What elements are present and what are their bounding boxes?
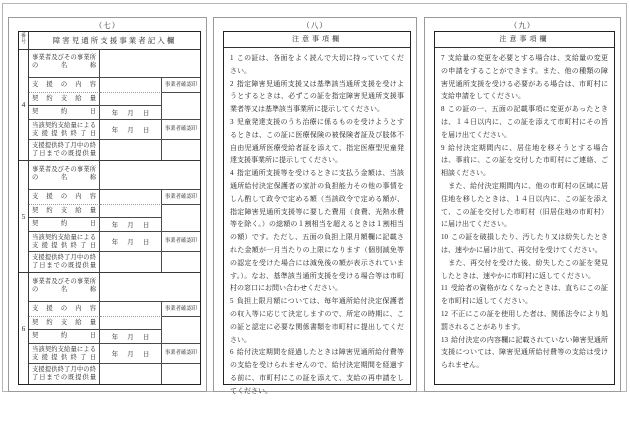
page-seven bbox=[8, 17, 207, 392]
year-unit: 年 bbox=[111, 222, 119, 229]
day-unit: 日 bbox=[142, 351, 150, 358]
business-name-label: 事業者及びその事業所の名称 bbox=[29, 161, 100, 189]
contract-amount-field bbox=[100, 93, 161, 105]
year-unit: 年 bbox=[111, 351, 119, 358]
contract-date-field bbox=[100, 330, 161, 343]
support-end-date-field bbox=[100, 120, 162, 139]
support-content-label: 支援の内容 bbox=[29, 302, 100, 317]
year-unit: 年 bbox=[111, 334, 119, 341]
business-name-field bbox=[100, 273, 200, 301]
month-unit: 月 bbox=[127, 351, 134, 358]
day-unit: 日 bbox=[142, 239, 150, 246]
stamp-field-empty bbox=[162, 364, 200, 384]
block-number: 4 bbox=[19, 49, 29, 160]
stamp-field-empty bbox=[162, 205, 200, 231]
provider-stamp-label: 事業者確認印 bbox=[164, 238, 198, 244]
support-end-date-field bbox=[100, 232, 162, 251]
provider-stamp-label: 事業者確認印 bbox=[164, 350, 198, 356]
month-unit: 月 bbox=[127, 222, 134, 229]
note-item: 9 給付決定期間内に、居住地を移そうとする場合は、事前に、この証を交付した市町村にご連絡、ご相談ください。 bbox=[441, 143, 608, 178]
provided-amount-field bbox=[100, 252, 162, 272]
month-unit: 月 bbox=[127, 110, 134, 117]
support-end-date-label: 当該契約支給量による支援提供終了日 bbox=[29, 232, 100, 251]
provided-amount-label: 支援提供終了月中の終了日までの既提供量 bbox=[29, 252, 100, 272]
stamp-field-empty bbox=[162, 252, 200, 272]
support-content-field bbox=[100, 190, 162, 205]
contract-date-field bbox=[100, 106, 161, 119]
provided-amount-field bbox=[100, 140, 162, 160]
provided-amount-field bbox=[100, 364, 162, 384]
business-name-label: 事業者及びその事業所の名称 bbox=[29, 49, 100, 77]
page-nine bbox=[424, 17, 621, 392]
note-item: 11 受給者の資格がなくなったときは、直ちにこの証を市町村に返してください。 bbox=[441, 284, 608, 306]
month-unit: 月 bbox=[127, 239, 134, 246]
provider-entry-table bbox=[18, 31, 201, 385]
contract-date-label: 契約日 bbox=[29, 218, 100, 231]
page-eight-label: （八） bbox=[302, 21, 328, 30]
note-item: 8 この証の一、五面の記載事項に変更があったときは、１４日以内に、この証を添えて市町村にその旨を届け出てください。 bbox=[441, 105, 608, 139]
contract-amount-field bbox=[100, 317, 161, 329]
note-item-continuation: また、給付決定期間内に、他の市町村の区域に居住地を移したときは、１４日以内に、この証を添えて、この証を交付した市町村（旧居住地の市町村）に届け出てください。 bbox=[441, 181, 608, 229]
support-content-label: 支援の内容 bbox=[29, 78, 100, 93]
note-item: 3 児童発達支援のうち治療に係るものを受けようとするときは、この証に医療保険の被保険者証及び肢体不自由児通所医療受給者証を添えて、指定医療型児童発達支援事業所に提示してください。 bbox=[230, 117, 404, 165]
note-item: 4 指定通所支援等を受けるときに支払う金額は、当該通所給付決定保護者の家計の負担能力その他の事情をしん酌して政令で定める額（当該政令で定める額が、指定障害児通所支援等に要した費用（食費、光熱水費等を除く。）の総額の１割相当を超えるときは１割相当の額）です。ただし、五面の負担上限月額欄に記載された金額が一月当たりの上限になります（個別減免等の認定を受けた場合には減免後の額が表示されています。）。なお、基準該当通所支援を受ける場合等は市町村の窓口にお問い合わせください。 bbox=[230, 169, 404, 293]
contract-date-field bbox=[100, 218, 161, 231]
business-name-field bbox=[100, 49, 200, 77]
provided-amount-label: 支援提供終了月中の終了日までの既提供量 bbox=[29, 364, 100, 384]
contract-amount-field bbox=[100, 205, 161, 217]
support-end-date-field bbox=[100, 344, 162, 363]
support-end-date-label: 当該契約支給量による支援提供終了日 bbox=[29, 120, 100, 139]
contract-date-label: 契約日 bbox=[29, 106, 100, 119]
provider-stamp-label: 事業者確認印 bbox=[162, 302, 200, 317]
number-column-header: 番号 bbox=[19, 32, 29, 49]
entry-blocks bbox=[19, 49, 200, 384]
day-unit: 日 bbox=[142, 222, 150, 229]
notes-title: 注意事項欄 bbox=[435, 32, 614, 48]
day-unit: 日 bbox=[142, 334, 150, 341]
block-number: 5 bbox=[19, 161, 29, 272]
table-header-row bbox=[19, 32, 200, 50]
support-content-field bbox=[100, 78, 162, 93]
note-item: 5 負担上限月額については、毎年通所給付決定保護者の収入等に応じて決定しますので、所定の時期に、この証と認定に必要な関係書類を市町村に提出してください。 bbox=[230, 297, 404, 344]
note-item: 10 この証を破損したり、汚したり又は紛失したときは、速やかに届け出て、再交付を受けてください。 bbox=[441, 233, 608, 254]
business-name-field bbox=[100, 161, 200, 189]
page-eight bbox=[213, 17, 417, 395]
stamp-field-empty bbox=[162, 140, 200, 160]
year-unit: 年 bbox=[111, 239, 119, 246]
note-item: 7 支給量の変更を必要とする場合は、支給量の変更の申請をすることができます。また、他の種類の障害児通所支援を受ける必要がある場合は、市町村に支給申請をしてください。 bbox=[441, 54, 608, 101]
note-item: 2 指定障害児通所支援又は基準該当通所支援を受けようとするときは、必ずこの証を指定障害児通所支援事業者等又は基準該当事業所に提示してください。 bbox=[230, 79, 404, 114]
notes-body bbox=[435, 48, 614, 372]
provider-stamp-label: 事業者確認印 bbox=[162, 190, 200, 205]
day-unit: 日 bbox=[142, 127, 150, 134]
provider-stamp-label: 事業者確認印 bbox=[164, 126, 198, 132]
entry-block-5 bbox=[19, 161, 200, 273]
note-item: 12 不正にこの証を使用した者は、関係法令により処罰されることがあります。 bbox=[441, 309, 608, 331]
support-content-field bbox=[100, 302, 162, 317]
entry-block-6 bbox=[19, 273, 200, 384]
year-unit: 年 bbox=[111, 110, 119, 117]
notes-box-9 bbox=[434, 31, 615, 385]
support-content-label: 支援の内容 bbox=[29, 190, 100, 205]
contract-date-label: 契約日 bbox=[29, 330, 100, 343]
contract-amount-label: 契約支給量 bbox=[29, 205, 100, 217]
note-item-continuation: また、再交付を受けた後、紛失したこの証を発見したときは、速やかに市町村に返してください。 bbox=[441, 258, 608, 280]
contract-amount-label: 契約支給量 bbox=[29, 93, 100, 105]
note-item: 1 この証は、各面をよく読んで大切に持っていてください。 bbox=[230, 54, 404, 75]
table-title: 障害児通所支援事業者記入欄 bbox=[52, 36, 177, 45]
note-item: 6 給付決定期間を経過したときは障害児通所給付費等の支給を受けられませんので、給付決定期間を経過する前に、市町村にこの証を添えて、支給の再申請をしてください。 bbox=[230, 348, 404, 395]
page-nine-label: （九） bbox=[509, 21, 536, 30]
month-unit: 月 bbox=[127, 334, 134, 341]
year-unit: 年 bbox=[111, 127, 119, 134]
provider-stamp-label: 事業者確認印 bbox=[162, 78, 200, 93]
stamp-field-empty bbox=[162, 93, 200, 119]
block-number: 6 bbox=[19, 273, 29, 384]
note-item: 13 給付決定の内容欄に記載されていない障害児通所支援については、障害児通所給付費等の支給は受けられません。 bbox=[441, 335, 608, 370]
stamp-field-empty bbox=[162, 317, 200, 343]
business-name-label: 事業者及びその事業所の名称 bbox=[29, 273, 100, 301]
contract-amount-label: 契約支給量 bbox=[29, 317, 100, 329]
month-unit: 月 bbox=[127, 127, 134, 134]
notes-box-8 bbox=[223, 31, 411, 395]
page-seven-label: （七） bbox=[94, 21, 121, 30]
notes-title: 注意事項欄 bbox=[224, 32, 410, 48]
support-end-date-label: 当該契約支給量による支援提供終了日 bbox=[29, 344, 100, 363]
entry-block-4 bbox=[19, 49, 200, 161]
notes-body bbox=[224, 48, 410, 398]
day-unit: 日 bbox=[142, 110, 150, 117]
provided-amount-label: 支援提供終了月中の終了日までの既提供量 bbox=[29, 140, 100, 160]
